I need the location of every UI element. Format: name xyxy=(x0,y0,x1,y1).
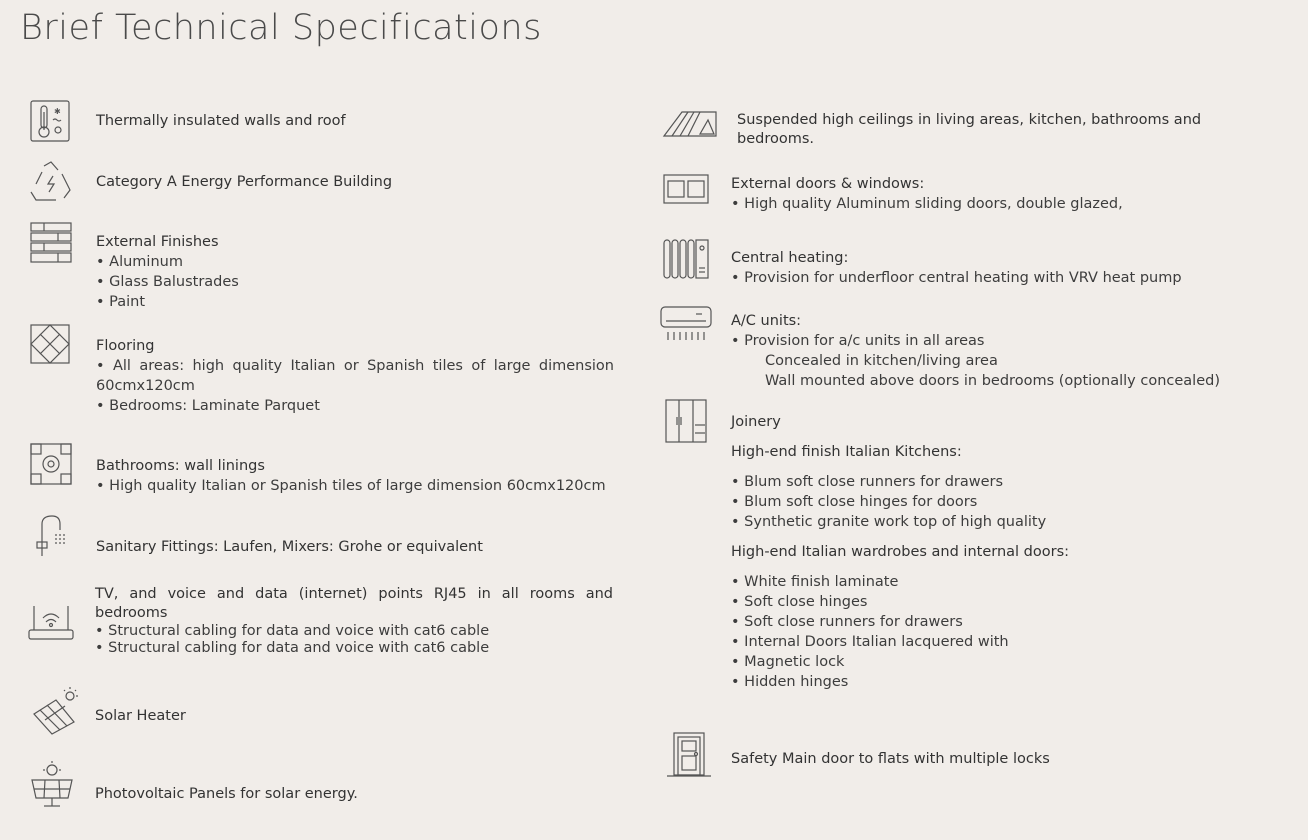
air-conditioner-icon xyxy=(660,306,712,342)
kitchens-heading: High-end finish Italian Kitchens: xyxy=(731,444,962,460)
ceiling-icon xyxy=(662,110,718,138)
spec-external-finishes: External Finishes • Aluminum • Glass Balustrades • Paint xyxy=(96,232,239,312)
spec-joinery: Joinery High-end finish Italian Kitchens: • Blum soft close runners for drawers • Blum soft close hinges for doors • Synthetic granite work top of high quality High-end Italian wardrobes and internal doors: • White finish laminate • Soft close hinges • Soft close runners for drawers • Internal Doors Italian lacquered with • Magnetic lock • Hidden hinges xyxy=(731,412,1069,692)
thermometer-icon xyxy=(30,100,70,142)
brick-wall-icon xyxy=(30,222,72,264)
page-title: Brief Technical Specifications xyxy=(20,8,542,48)
wardrobes-heading: High-end Italian wardrobes and internal doors: xyxy=(731,544,1070,560)
wardrobe-icon xyxy=(665,399,707,445)
flooring-icon xyxy=(30,324,70,364)
window-icon xyxy=(663,174,709,204)
spec-flooring: Flooring • All areas: high quality Italian or Spanish tiles of large dimension 60cmx120cm • Bedrooms: Laminate Parquet xyxy=(96,336,614,416)
spec-ceilings: Suspended high ceilings in living areas, kitchen, bathrooms and bedrooms. xyxy=(737,112,1202,147)
spec-doors-windows: External doors & windows: • High quality Aluminum sliding doors, double glazed, xyxy=(731,174,1123,214)
spec-ac-units: A/C units: • Provision for a/c units in all areas Concealed in kitchen/living area Wall mounted above doors in bedrooms (optionally concealed) xyxy=(731,311,1220,391)
spec-sanitary: Sanitary Fittings: Laufen, Mixers: Grohe or equivalent xyxy=(96,539,483,555)
faucet-icon xyxy=(34,514,70,558)
wall-tile-icon xyxy=(30,443,72,485)
svg-text:✱: ✱ xyxy=(54,107,61,116)
solar-heater-icon xyxy=(30,686,80,736)
spec-heating: Central heating: • Provision for underfloor central heating with VRV heat pump xyxy=(731,248,1182,288)
spec-solar-heater: Solar Heater xyxy=(95,708,186,724)
spec-photovoltaic: Photovoltaic Panels for solar energy. xyxy=(95,786,358,802)
spec-bathrooms: Bathrooms: wall linings • High quality Italian or Spanish tiles of large dimension 60cmx120cm xyxy=(96,456,606,496)
spec-energy: Category A Energy Performance Building xyxy=(96,174,393,190)
spec-thermal: Thermally insulated walls and roof xyxy=(96,113,346,129)
router-wifi-icon xyxy=(28,600,74,642)
door-icon xyxy=(666,732,712,778)
recycle-energy-icon xyxy=(28,160,74,204)
radiator-icon xyxy=(662,238,710,280)
photovoltaic-panel-icon xyxy=(30,760,74,810)
spec-tv-data: TV, and voice and data (internet) points RJ45 in all rooms and bedrooms • Structural cabling for data and voice with cat6 cable • Structural cabling for data and voice with cat6 cable xyxy=(95,585,613,657)
spec-safety-door: Safety Main door to flats with multiple locks xyxy=(731,751,1050,767)
